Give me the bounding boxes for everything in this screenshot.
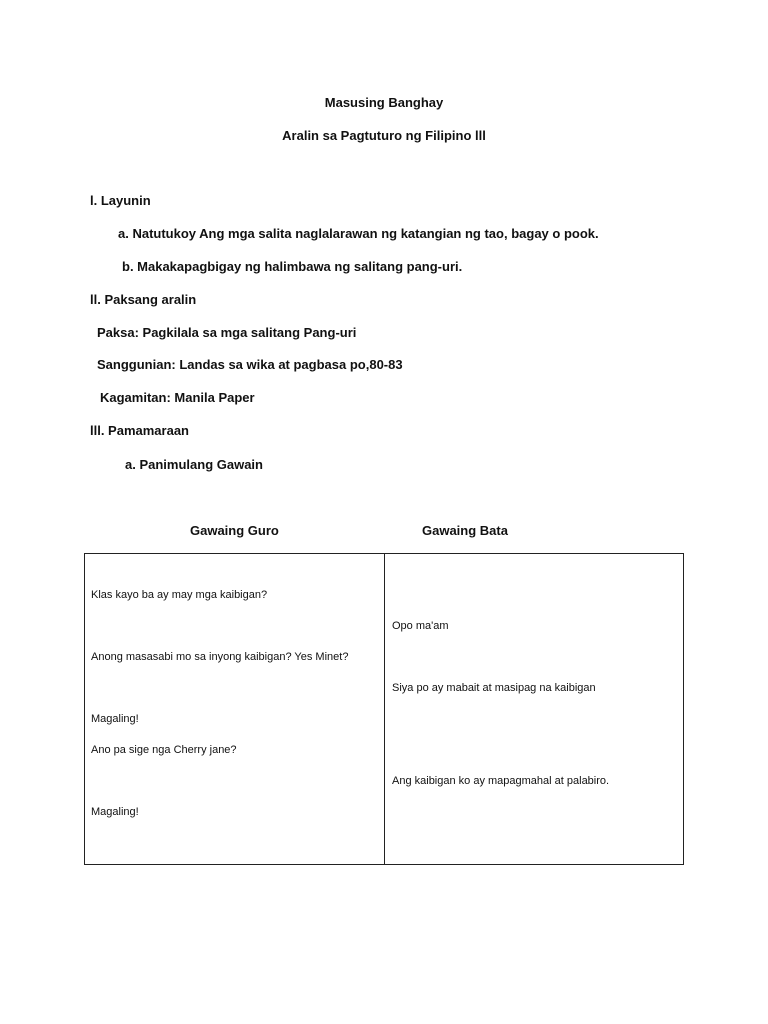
column-header-gawaing-guro: Gawaing Guro [190, 523, 279, 538]
paksa-line: Paksa: Pagkilala sa mga salitang Pang-uri [97, 325, 357, 340]
activity-table [84, 553, 684, 865]
sanggunian-line: Sanggunian: Landas sa wika at pagbasa po,80-83 [97, 357, 403, 372]
panimulang-gawain-line: a. Panimulang Gawain [125, 457, 263, 472]
objective-a: a. Natutukoy Ang mga salita naglalarawan ng katangian ng tao, bagay o pook. [118, 226, 599, 241]
guro-line: Ano pa sige nga Cherry jane? [91, 744, 237, 756]
section-heading-pamamaraan: lll. Pamamaraan [90, 423, 189, 438]
document-subtitle: Aralin sa Pagtuturo ng Filipino lll [282, 128, 486, 143]
document-title: Masusing Banghay [324, 95, 444, 110]
bata-line: Ang kaibigan ko ay mapagmahal at palabiro. [392, 775, 610, 787]
kagamitan-line: Kagamitan: Manila Paper [100, 390, 255, 405]
guro-line: Klas kayo ba ay may mga kaibigan? [91, 589, 268, 601]
bata-line: Siya po ay mabait at masipag na kaibigan [392, 682, 596, 694]
guro-line: Magaling! [91, 713, 139, 725]
table-column-divider [384, 554, 385, 864]
column-header-gawaing-bata: Gawaing Bata [422, 523, 508, 538]
section-heading-paksang-aralin: ll. Paksang aralin [90, 292, 197, 307]
section-heading-layunin: l. Layunin [90, 193, 151, 208]
objective-b: b. Makakapagbigay ng halimbawa ng salitang pang-uri. [122, 259, 463, 274]
bata-line: Opo ma'am [392, 620, 449, 632]
guro-line: Magaling! [91, 806, 139, 818]
guro-line: Anong masasabi mo sa inyong kaibigan? Yes Minet? [91, 651, 349, 663]
